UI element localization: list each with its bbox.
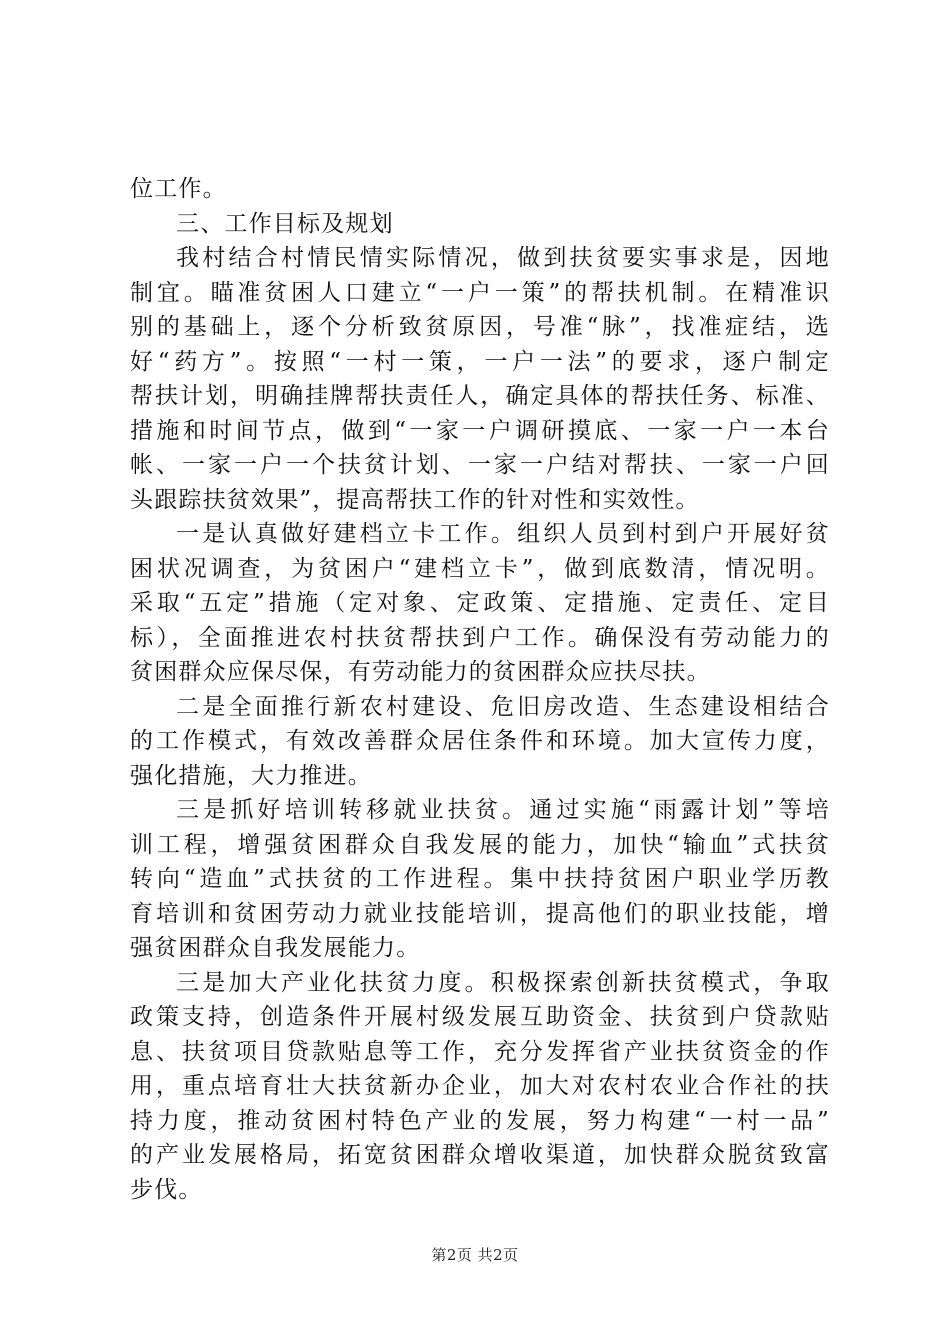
text-line: 困状况调查，为贫困户“建档立卡”，做到底数清，情况明。: [130, 555, 830, 582]
text-line: 的工作模式，有效改善群众居住条件和环境。加大宣传力度，: [130, 728, 830, 754]
text-line: 标），全面推进农村扶贫帮扶到户工作。确保没有劳动能力的: [130, 624, 830, 651]
text-line: 采取“五定”措施（定对象、定政策、定措施、定责任、定目: [130, 590, 830, 616]
text-line: 政策支持，创造条件开展村级发展互助资金、扶贫到户贷款贴: [130, 1004, 830, 1030]
text-line: 措施和时间节点，做到“一家一户调研摸底、一家一户一本台: [130, 417, 830, 444]
text-line: 育培训和贫困劳动力就业技能培训，提高他们的职业技能，增: [130, 900, 830, 927]
text-line: 一是认真做好建档立卡工作。组织人员到村到户开展好贫: [176, 521, 830, 547]
text-line: 头跟踪扶贫效果”，提高帮扶工作的针对性和实效性。: [130, 486, 700, 513]
text-line: 步伐。: [130, 1176, 203, 1203]
text-line: 的产业发展格局，拓宽贫困群众增收渠道，加快群众脱贫致富: [130, 1142, 830, 1168]
text-line: 强贫困群众自我发展能力。: [130, 935, 421, 961]
text-line: 帮扶计划，明确挂牌帮扶责任人，确定具体的帮扶任务、标准、: [130, 383, 830, 409]
page-footer: 第2页 共2页: [431, 1246, 519, 1264]
text-line: 用，重点培育壮大扶贫新办企业，加大对农村农业合作社的扶: [130, 1073, 830, 1099]
document-body: [130, 172, 830, 1207]
text-line: 别的基础上，逐个分析致贫原因，号准“脉”，找准症结，选: [130, 314, 830, 340]
text-line: 三、工作目标及规划: [176, 210, 394, 237]
text-line: 好“药方”。按照“一村一策，一户一法”的要求，逐户制定: [130, 348, 830, 375]
text-line: 帐、一家一户一个扶贫计划、一家一户结对帮扶、一家一户回: [130, 452, 830, 478]
text-line: 三是加大产业化扶贫力度。积极探索创新扶贫模式，争取: [176, 969, 830, 996]
text-line: 息、扶贫项目贷款贴息等工作，充分发挥省产业扶贫资金的作: [130, 1038, 830, 1065]
text-line: 训工程，增强贫困群众自我发展的能力，加快“输血”式扶贫: [130, 831, 830, 858]
text-line: 制宜。瞄准贫困人口建立“一户一策”的帮扶机制。在精准识: [130, 279, 830, 306]
text-line: 转向“造血”式扶贫的工作进程。集中扶持贫困户职业学历教: [130, 866, 830, 892]
text-line: 我村结合村情民情实际情况，做到扶贫要实事求是，因地: [176, 245, 830, 271]
text-line: 三是抓好培训转移就业扶贫。通过实施“雨露计划”等培: [176, 797, 830, 823]
text-line: 位工作。: [130, 176, 227, 202]
text-line: 二是全面推行新农村建设、危旧房改造、生态建设相结合: [176, 693, 830, 720]
text-line: 强化措施，大力推进。: [130, 762, 372, 789]
text-line: 贫困群众应保尽保，有劳动能力的贫困群众应扶尽扶。: [130, 659, 711, 685]
text-line: 持力度，推动贫困村特色产业的发展，努力构建“一村一品”: [130, 1107, 830, 1134]
